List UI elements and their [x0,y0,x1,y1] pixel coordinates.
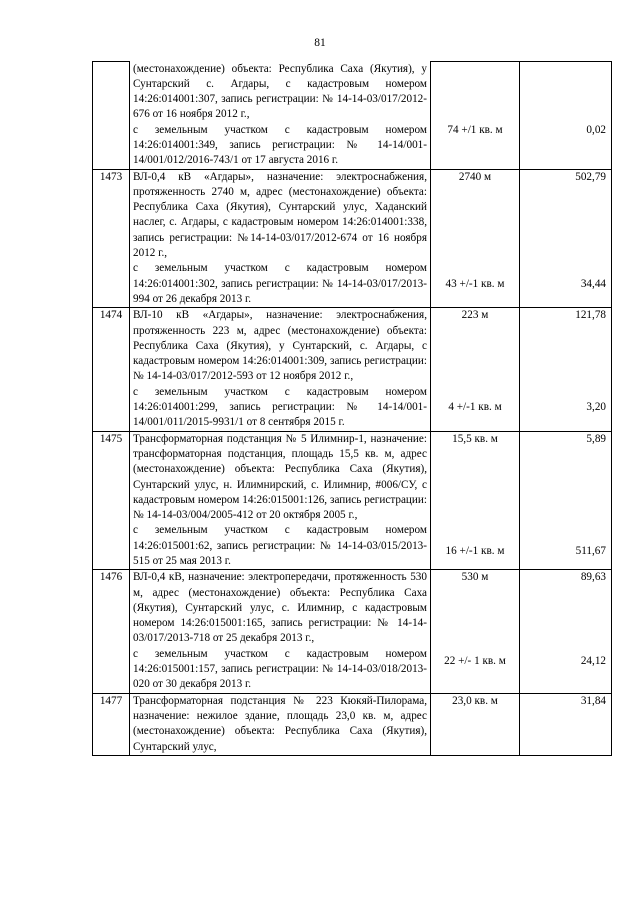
object-area [431,570,520,693]
object-description [130,308,431,431]
row-number: 1474 [93,308,130,431]
object-area [431,62,520,170]
object-amount: 31,84 [580,694,606,707]
table-row [93,169,612,308]
row-number: 1475 [93,431,130,570]
land-plot-text: с земельным участком с кадастровым номером 14:26:015001:157, запись регистрации: № 14-14-03/018/2013-020 от 30 декабря 2013 г. [133,647,427,691]
object-size: 530 м [461,571,489,584]
row-number: 1477 [93,693,130,755]
object-value [520,431,612,570]
object-description [130,693,431,755]
property-register-table [92,61,612,756]
land-plot-amount: 3,20 [586,401,606,414]
object-text: (местонахождение) объекта: Республика Саха (Якутия), у Сунтарский с. Агдары, с кадастровым номером 14:26:014001:307, запись регистрации: № 14-14-03/017/2012-676 от 16 ноября 2012 г., [133,62,427,121]
object-amount: 89,63 [580,571,606,584]
row-number: 1476 [93,570,130,693]
land-plot-amount: 24,12 [580,655,606,668]
object-text: ВЛ-10 кВ «Агдары», назначение: электроснабжения, протяженность 223 м, адрес (местонахождение) объекта: Республика Саха (Якутия), у Сунтарский, с. Агдары, с кадастровым номером 14:26:014001:309, запись регистрации: № 14-14-03/017/2012-593 от 12 ноября 2012 г., [133,309,427,383]
object-description [130,570,431,693]
object-amount: 121,78 [575,309,606,322]
land-plot-size: 22 +/- 1 кв. м [444,655,506,668]
object-description [130,431,431,570]
object-size: 23,0 кв. м [452,694,498,707]
land-plot-amount: 34,44 [580,277,606,290]
object-size: 2740 м [458,170,492,183]
object-text: Трансформаторная подстанция № 5 Илимнир-1, назначение: трансформаторная подстанция, площадь 15,5 кв. м, адрес (местонахождение) объекта: Республика Саха (Якутия), Сунтарский улус, н. Илимнирский, с. Илимнир, #006/СУ, с кадастровым номером 14:26:015001:126, запись регистрации: № 14-14-03/004/2005-412 от 20 октября 2005 г., [133,432,427,522]
object-value [520,308,612,431]
land-plot-amount: 0,02 [586,124,606,136]
object-text: ВЛ-0,4 кВ, назначение: электропередачи, протяженность 530 м, адрес (местонахождение) объекта: Республика Саха (Якутия), Сунтарский улус, с. Илимнир, с кадастровым номером 14:26:015001:165, запись регистрации: № 14-14-03/017/2013-718 от 25 декабря 2013 г., [133,571,427,645]
land-plot-size: 74 +/1 кв. м [447,124,503,136]
object-area [431,308,520,431]
object-size: 15,5 кв. м [452,432,498,445]
land-plot-text: с земельным участком с кадастровым номером 14:26:014001:299, запись регистрации: № 14-14/001-14/001/011/2015-9931/1 от 8 сентября 2015 г. [133,385,427,429]
object-value [520,570,612,693]
object-size [434,62,516,123]
land-plot-text: с земельным участком с кадастровым номером 14:26:014001:349, запись регистрации: № 14-14/001-14/001/012/2016-743/1 от 17 августа 2016 г. [133,123,427,167]
table-row [93,62,612,170]
object-size: 223 м [461,309,489,322]
table-row [93,570,612,693]
table-row [93,693,612,755]
object-area [431,431,520,570]
land-plot-size: 16 +/-1 кв. м [445,544,505,557]
object-amount: 5,89 [586,432,606,445]
table-row [93,431,612,570]
object-value [520,693,612,755]
object-area [431,693,520,755]
object-value [520,62,612,170]
object-value [520,169,612,308]
land-plot-text: с земельным участком с кадастровым номером 14:26:014001:302, запись регистрации: № 14-14-03/017/2013-994 от 26 декабря 2013 г. [133,262,427,305]
object-text: ВЛ-0,4 кВ «Агдары», назначение: электроснабжения, протяженность 2740 м, адрес (местонахождение) объекта: Республика Саха (Якутия), Сунтарский улус, Хаданский наслег, с. Агдары, с кадастровым номером 14:26:014001:338, запись регистрации: №14-14-03/017/2012-674 от 16 ноября 2012 г., [133,170,427,260]
land-plot-amount: 511,67 [575,544,606,557]
object-text: Трансформаторная подстанция № 223 Кюкяй-Пилорама, назначение: нежилое здание, площадь 23,0 кв. м, адрес (местонахождение) объекта: Республика Саха (Якутия), Сунтарский улус, [133,694,427,753]
land-plot-size: 43 +/-1 кв. м [445,277,505,290]
land-plot-text: с земельным участком с кадастровым номером 14:26:015001:62, запись регистрации: № 14-14-03/015/2013-515 от 25 мая 2013 г. [133,524,427,567]
object-description [130,62,431,170]
object-area [431,169,520,308]
row-number: 1473 [93,169,130,308]
object-description [130,169,431,308]
table-row [93,308,612,431]
land-plot-size: 4 +/-1 кв. м [448,401,502,414]
row-number [93,62,130,170]
page-number: 81 [314,37,326,49]
object-amount [523,62,608,123]
object-amount: 502,79 [575,170,606,183]
